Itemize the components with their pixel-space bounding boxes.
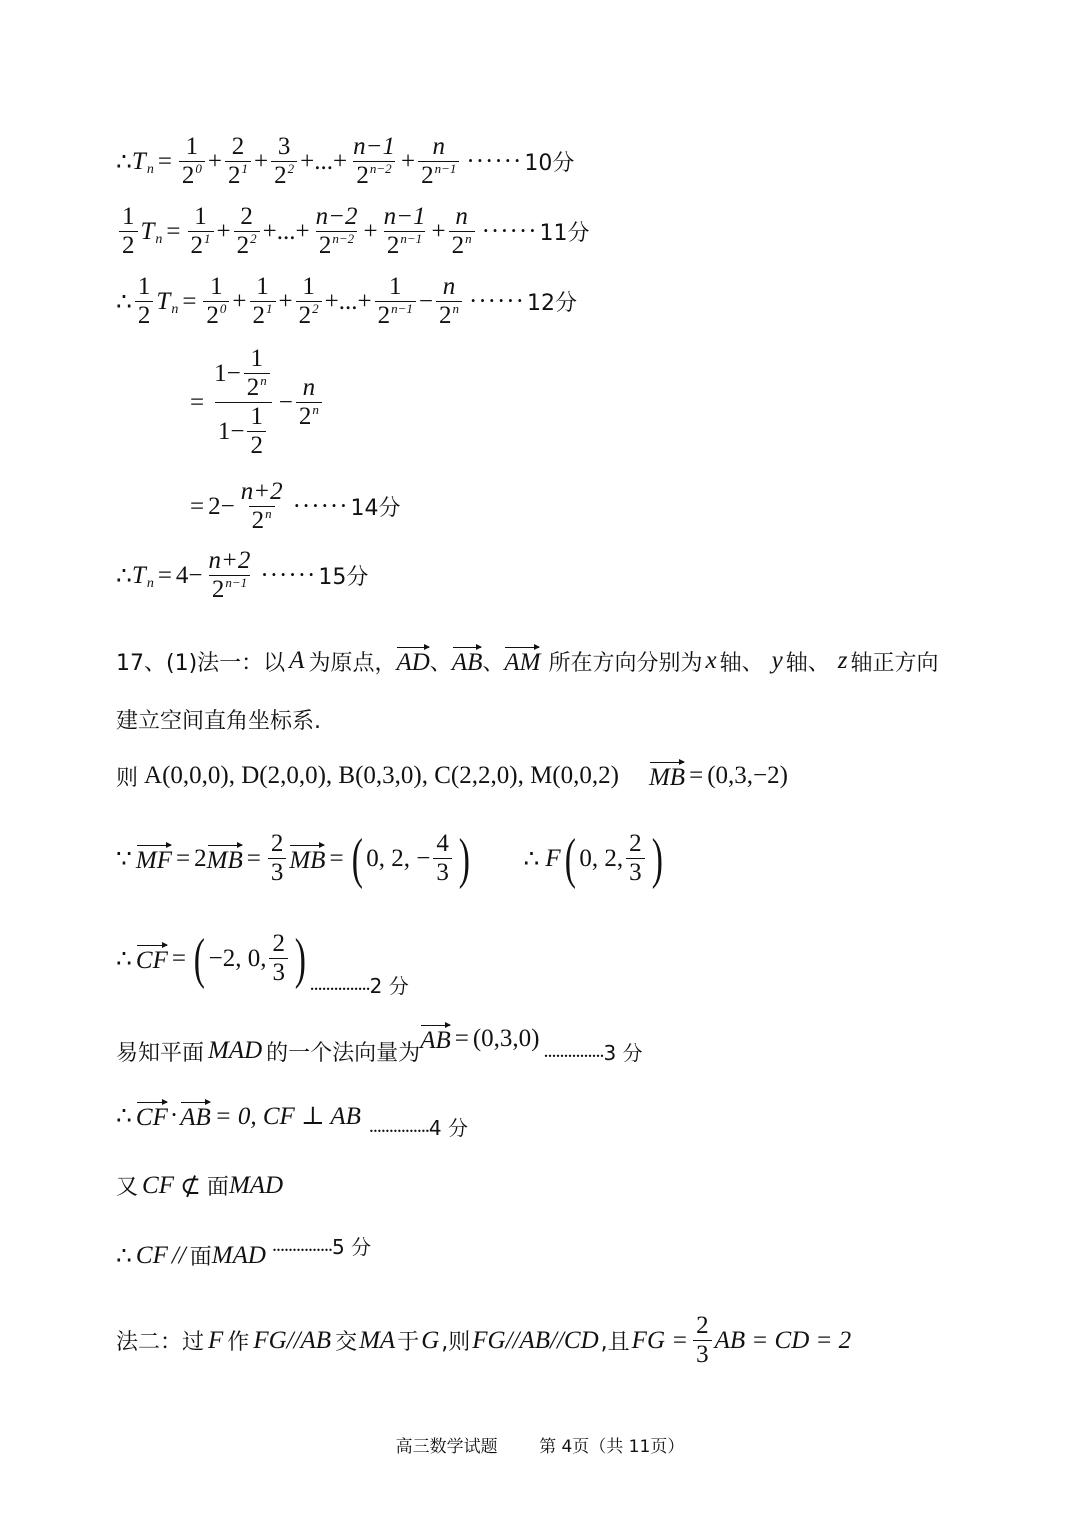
fraction: [313, 203, 361, 260]
leader-dots: ...............: [309, 973, 370, 996]
fraction: [119, 203, 138, 260]
point-a: A: [289, 647, 305, 674]
equals: =: [176, 844, 191, 872]
plus: +: [278, 287, 293, 315]
tuple-part: 0, 2,: [579, 844, 624, 872]
base: 2: [298, 301, 312, 329]
left-paren: (: [564, 827, 576, 890]
dot-result: = 0, CF ⊥ AB: [214, 1103, 361, 1130]
score-label: 10分: [524, 151, 575, 177]
base: 2: [421, 161, 434, 189]
base: 2: [252, 301, 266, 329]
sep: 、: [482, 650, 505, 676]
vector-ab: AB: [452, 645, 483, 677]
axis-y: y: [771, 647, 783, 674]
numerator: 1: [250, 403, 263, 431]
numerator: 2: [272, 930, 285, 957]
plus: +: [216, 217, 231, 245]
base: 2: [251, 506, 265, 534]
exponent: n−1: [225, 574, 248, 590]
fraction: [269, 930, 288, 987]
fraction: [433, 830, 452, 887]
numerator: 1: [256, 273, 269, 300]
numerator: n: [302, 374, 316, 402]
plus: +: [207, 147, 223, 175]
numerator: n−1: [353, 133, 395, 160]
vector-mb: MB: [289, 843, 325, 875]
fraction: [296, 374, 322, 431]
q17-mf-line: [116, 827, 666, 890]
minus: −: [188, 561, 203, 589]
numerator: 2: [629, 830, 642, 857]
equation-tn-result: [116, 547, 368, 604]
base: 2: [181, 161, 195, 189]
exponent: 2: [250, 230, 257, 246]
base: 2: [228, 161, 241, 189]
var-t: T: [140, 217, 155, 245]
fraction: [693, 1312, 712, 1369]
plus: +: [262, 217, 277, 245]
fraction: [179, 133, 205, 190]
vector-ad: AD: [396, 645, 429, 677]
denominator: 3: [433, 858, 452, 888]
leader-dots: ...............: [271, 1234, 332, 1256]
fraction: [135, 273, 154, 330]
score-label: 12分: [526, 291, 577, 317]
denominator: [449, 231, 475, 261]
base: 2: [439, 301, 452, 329]
because-symbol: ∵: [116, 845, 132, 873]
leader-dots: ······: [481, 217, 538, 245]
numerator: 1: [194, 203, 207, 230]
page-footer: [0, 1432, 1080, 1457]
denominator: [353, 161, 394, 191]
plus: +: [254, 147, 269, 175]
therefore-symbol: ∴: [116, 288, 132, 316]
denominator: [234, 231, 260, 261]
sub-n: n: [171, 301, 179, 317]
text: 作: [227, 1330, 250, 1356]
text: 轴、: [719, 650, 764, 676]
therefore-symbol: ∴: [116, 562, 132, 590]
tuple-part: −2, 0,: [208, 944, 267, 972]
vector-cf: CF: [136, 1100, 168, 1132]
equals: =: [190, 492, 205, 520]
text: 建立空间直角坐标系.: [116, 709, 321, 734]
ab-value: (0,3,0): [472, 1025, 540, 1052]
line-cf: CF: [142, 1171, 174, 1199]
leader-dots: ...............: [543, 1039, 604, 1062]
exponent: 1: [241, 160, 249, 176]
text: 轴、: [785, 650, 830, 676]
tuple-part: 0, 2, −: [366, 844, 431, 872]
var-t: T: [131, 561, 146, 589]
fraction: [206, 547, 254, 604]
denominator: [215, 402, 272, 460]
left-paren: (: [193, 927, 205, 990]
denominator: [375, 301, 416, 331]
text: ,且: [600, 1330, 630, 1356]
fraction: [203, 273, 229, 330]
q17-cf-line: [116, 927, 409, 999]
denominator: [384, 231, 425, 261]
minus: −: [230, 417, 245, 445]
text: 面: [206, 1175, 229, 1200]
exponent: n: [452, 300, 459, 316]
denominator: [316, 231, 357, 261]
plus: +: [400, 147, 416, 175]
base: 2: [377, 301, 391, 329]
text: 的一个法向量为: [266, 1040, 421, 1066]
plus: +: [232, 287, 247, 315]
numerator: n: [455, 203, 468, 230]
denominator: 2: [119, 231, 138, 261]
denominator: 3: [693, 1340, 712, 1370]
fraction: [234, 203, 260, 260]
q17-label: 17、(1)法一：以: [116, 650, 286, 676]
numerator: n−1: [383, 203, 426, 230]
therefore-symbol: ∴: [116, 1103, 132, 1130]
text: 所在方向分别为: [548, 650, 703, 676]
text: 于: [397, 1330, 420, 1356]
leader-dots: ...............: [368, 1114, 429, 1137]
score-label: 11分: [539, 221, 590, 247]
point-g: G: [421, 1326, 440, 1354]
exponent: 2: [287, 160, 295, 176]
base: 2: [386, 231, 400, 259]
point-f: F: [545, 844, 561, 872]
minus: −: [418, 287, 433, 315]
equals: =: [157, 147, 172, 175]
footer-title: 高三数学试题: [395, 1437, 498, 1457]
base: 2: [318, 231, 332, 259]
sub-n: n: [155, 231, 163, 247]
denominator: [296, 402, 322, 432]
denominator: [244, 373, 270, 403]
numerator: 1: [210, 273, 223, 300]
base: 2: [190, 231, 204, 259]
q17-normal-vector: [116, 1025, 643, 1067]
plus: +: [357, 287, 372, 315]
plane-mad: MAD: [211, 1241, 266, 1269]
score-label: 4 分: [428, 1115, 468, 1140]
text: 为原点，: [308, 650, 397, 676]
equals: =: [246, 844, 261, 872]
numerator: 2: [231, 133, 245, 160]
plus: +: [324, 287, 339, 315]
exponent: n−1: [391, 300, 413, 316]
q17-not-subset: [116, 1170, 283, 1201]
fraction: [381, 203, 429, 260]
denominator: [209, 575, 250, 605]
vector-am: AM: [504, 645, 540, 677]
numerator: 1: [137, 273, 151, 300]
numerator: n+2: [208, 547, 251, 574]
numerator: 1: [302, 273, 315, 300]
denominator: 3: [269, 958, 288, 988]
text: 又: [116, 1175, 139, 1200]
exponent: 1: [204, 230, 211, 246]
one: 1: [214, 359, 227, 387]
score-label: 5 分: [331, 1235, 372, 1259]
exponent: 0: [219, 300, 227, 316]
q17-intro-line1: [116, 645, 939, 677]
numerator: 3: [277, 133, 291, 160]
exponent: n−2: [369, 160, 392, 176]
equals: =: [171, 944, 186, 972]
equals: =: [454, 1025, 469, 1052]
fraction: [436, 273, 462, 330]
minus: −: [278, 388, 293, 416]
numerator: 4: [436, 830, 449, 857]
right-paren: ): [458, 827, 470, 890]
fraction: [626, 830, 645, 887]
right-paren: ): [294, 927, 306, 990]
denominator: 2: [247, 431, 266, 461]
numerator: 1: [122, 203, 135, 230]
denominator: 3: [626, 858, 645, 888]
fraction: [271, 133, 297, 190]
numerator: 2: [270, 830, 284, 857]
numerator: 1: [389, 273, 402, 300]
two: 2: [208, 492, 221, 520]
equation-geometric-sum: [186, 345, 325, 461]
equals: =: [166, 217, 181, 245]
equals: =: [182, 287, 197, 315]
text: 易知平面: [116, 1040, 205, 1066]
exponent: 2: [312, 300, 319, 316]
ellipsis: ...: [338, 287, 358, 315]
q17-method2: [116, 1312, 851, 1369]
fraction: [375, 273, 416, 330]
numerator: 1: [250, 345, 263, 372]
sub-n: n: [146, 161, 154, 177]
fraction: [247, 403, 266, 460]
base: 2: [356, 161, 369, 189]
denominator: [418, 161, 459, 191]
dot-operator: ·: [169, 1102, 179, 1129]
vector-mf: MF: [136, 843, 172, 875]
text: 交: [335, 1330, 358, 1356]
base: 2: [236, 231, 250, 259]
leader-dots: ······: [469, 287, 525, 315]
plus: +: [333, 147, 348, 175]
math: AB = CD = 2: [714, 1326, 852, 1354]
minus: −: [220, 492, 235, 520]
score-label: 3 分: [603, 1040, 643, 1065]
base: 2: [246, 373, 260, 401]
fraction: [250, 273, 276, 330]
vector-ab: AB: [180, 1100, 211, 1132]
q17-intro-line2: [116, 704, 321, 735]
base: 2: [211, 575, 225, 603]
fraction: [244, 345, 270, 402]
exponent: n−1: [434, 160, 457, 176]
sep: 、: [429, 650, 452, 676]
denominator: 3: [268, 858, 287, 888]
fraction: [449, 203, 475, 260]
fraction: [188, 203, 214, 260]
score-label: 15分: [318, 565, 369, 591]
denominator: [249, 506, 275, 536]
plus: +: [295, 217, 310, 245]
fraction: [225, 133, 251, 190]
exponent: n: [465, 230, 472, 246]
fraction: [268, 830, 287, 887]
numerator: 2: [696, 1312, 709, 1339]
point-f: F: [208, 1326, 224, 1354]
denominator: [188, 231, 214, 261]
fraction: [350, 133, 398, 190]
text: 轴正方向: [850, 650, 939, 676]
score-label: 2 分: [369, 974, 409, 999]
equation-difference: [116, 273, 577, 330]
parallel-symbol: //: [171, 1241, 186, 1269]
ellipsis: ...: [314, 147, 333, 175]
exponent: n: [260, 372, 267, 388]
page-number: 第 4页（共 11页）: [539, 1437, 685, 1457]
exponent: n−1: [400, 230, 423, 246]
score-label: 14分: [350, 496, 401, 522]
q17-parallel: [116, 1234, 372, 1271]
exponent: 0: [195, 160, 202, 176]
denominator: [179, 161, 205, 191]
exponent: 1: [266, 300, 273, 316]
line-cf: CF: [135, 1241, 168, 1269]
plus: +: [431, 217, 446, 245]
axis-z: z: [837, 647, 848, 674]
vector-cf: CF: [136, 943, 168, 975]
q17-dot-product: [116, 1100, 468, 1140]
numerator: n: [432, 133, 445, 160]
equals: =: [329, 844, 344, 872]
therefore-symbol: ∴: [116, 148, 132, 176]
denominator: [250, 301, 276, 331]
therefore-symbol: ∴: [523, 845, 540, 873]
equals: =: [689, 762, 704, 789]
ellipsis: ...: [276, 217, 296, 245]
math: MA: [359, 1326, 396, 1354]
exponent: n−2: [332, 230, 355, 246]
numerator: [211, 345, 276, 402]
exponent: n: [312, 401, 319, 417]
one: 1: [217, 417, 231, 445]
text: 法二：过: [116, 1330, 205, 1356]
base: 2: [206, 301, 219, 329]
text: 则: [116, 765, 139, 791]
four: 4: [175, 561, 189, 589]
minus: −: [226, 359, 241, 387]
equation-half-tn: [116, 203, 590, 260]
denominator: [271, 161, 297, 191]
numerator: n−2: [315, 203, 358, 230]
plane-mad: MAD: [228, 1171, 284, 1199]
base: 2: [451, 231, 465, 259]
math: FG =: [631, 1326, 689, 1354]
point-coordinates: A(0,0,0), D(2,0,0), B(0,3,0), C(2,2,0), M(0,0,2): [144, 762, 619, 789]
not-subset-symbol: ⊄: [179, 1172, 201, 1200]
vector-mb: MB: [649, 760, 685, 792]
math: FG//AB//CD: [472, 1326, 599, 1354]
two: 2: [194, 844, 207, 872]
sub-n: n: [146, 575, 154, 591]
numerator: n: [442, 273, 456, 300]
numerator: n+2: [240, 478, 283, 505]
base: 2: [298, 402, 312, 430]
equation-tn-sum: [116, 133, 574, 190]
leader-dots: ······: [292, 492, 349, 520]
right-paren: ): [651, 827, 663, 890]
text: 面: [189, 1245, 212, 1270]
equals: =: [190, 388, 205, 416]
text: ,则: [441, 1330, 471, 1356]
plus: +: [300, 147, 315, 175]
compound-fraction: [211, 345, 276, 461]
vector-mb: MB: [207, 843, 243, 875]
plus: +: [363, 217, 378, 245]
mb-value: (0,3,−2): [707, 762, 788, 789]
denominator: [203, 301, 229, 331]
equals: =: [157, 561, 172, 589]
denominator: [436, 301, 462, 331]
therefore-symbol: ∴: [116, 945, 132, 973]
equation-simplified: [186, 478, 401, 535]
axis-x: x: [705, 647, 717, 674]
denominator: [225, 161, 251, 191]
fraction: [418, 133, 459, 190]
base: 2: [274, 161, 287, 189]
vector-ab: AB: [420, 1023, 451, 1055]
fraction: [238, 478, 286, 535]
left-paren: (: [351, 827, 363, 890]
var-t: T: [131, 147, 146, 175]
plane-mad: MAD: [208, 1037, 263, 1064]
math: FG//AB: [253, 1326, 332, 1354]
fraction: [296, 273, 322, 330]
var-t: T: [156, 287, 171, 315]
denominator: [296, 301, 322, 331]
numerator: 1: [185, 133, 199, 160]
leader-dots: ······: [466, 147, 523, 175]
numerator: 2: [240, 203, 253, 230]
exponent: n: [265, 505, 272, 521]
therefore-symbol: ∴: [116, 1242, 132, 1270]
denominator: 2: [135, 301, 154, 331]
leader-dots: ······: [260, 561, 317, 589]
q17-coordinates: [116, 760, 788, 792]
